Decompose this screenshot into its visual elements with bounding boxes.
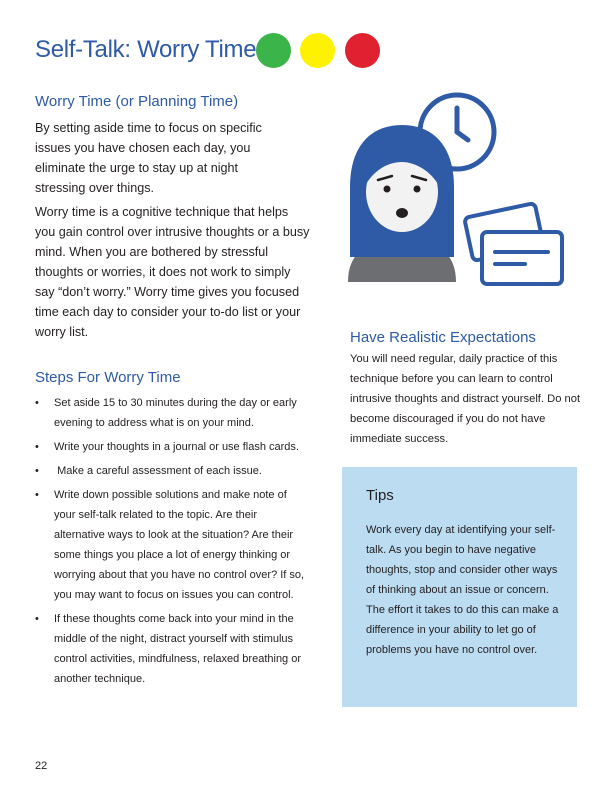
flash-cards-icon (464, 203, 562, 284)
steps-list (35, 393, 310, 693)
bullet-icon: • (35, 441, 39, 453)
list-item (35, 461, 310, 481)
worry-time-paragraph-2: Worry time is a cognitive technique that helps you gain control over intrusive thoughts or a busy mind. When you are bothered by stressful thoughts or worries, it does not work to simply say “don’t worry.” Worry time gives you focused time each day to consider your to-do list or your worry list. (35, 205, 310, 339)
worry-time-heading: Worry Time (or Planning Time) (35, 93, 239, 110)
list-item (35, 485, 310, 605)
list-item (35, 609, 310, 689)
expectations-body: You will need regular, daily practice of this technique before you can learn to control intrusive thoughts and distract yourself. Do not become discouraged if you do not have immediate success. (350, 353, 581, 445)
tips-box (342, 467, 577, 707)
red-dot-icon (345, 33, 380, 68)
worried-face-icon (348, 125, 456, 282)
page-title: Self-Talk: Worry Time (35, 36, 257, 63)
step-text: Write down possible solutions and make note of your self-talk related to the topic. Are their alternative ways to look at the situation? Are their some things you place a lot of energy thinking or worrying about that you have no control over? If so, you may want to focus on issues you can control. (54, 489, 305, 601)
worry-time-paragraph-1: By setting aside time to focus on specific issues you have chosen each day, you eliminate the urge to stay up at night stressing over things. (35, 121, 262, 195)
green-dot-icon (256, 33, 291, 68)
tips-heading: Tips (366, 487, 394, 504)
step-text: Write your thoughts in a journal or use flash cards. (54, 441, 299, 453)
bullet-icon: • (35, 489, 39, 501)
tips-body: Work every day at identifying your self-talk. As you begin to have negative thoughts, stop and consider other ways of thinking about an issue or concern. The effort it takes to do this can make a difference in your ability to let go of problems you have no control over. (366, 524, 559, 656)
list-item (35, 393, 310, 433)
step-text: Make a careful assessment of each issue. (54, 465, 262, 477)
list-item (35, 437, 310, 457)
step-text: Set aside 15 to 30 minutes during the day or early evening to address what is on your mind. (54, 397, 297, 429)
step-text: If these thoughts come back into your mind in the middle of the night, distract yourself with stimulus control activities, mindfulness, relaxed breathing or another technique. (54, 613, 302, 685)
steps-heading: Steps For Worry Time (35, 369, 181, 386)
expectations-heading: Have Realistic Expectations (350, 329, 536, 346)
bullet-icon: • (35, 613, 39, 625)
page-number: 22 (35, 760, 48, 772)
bullet-icon: • (35, 397, 39, 409)
worried-person-illustration (340, 92, 576, 292)
yellow-dot-icon (300, 33, 335, 68)
bullet-icon: • (35, 465, 39, 477)
